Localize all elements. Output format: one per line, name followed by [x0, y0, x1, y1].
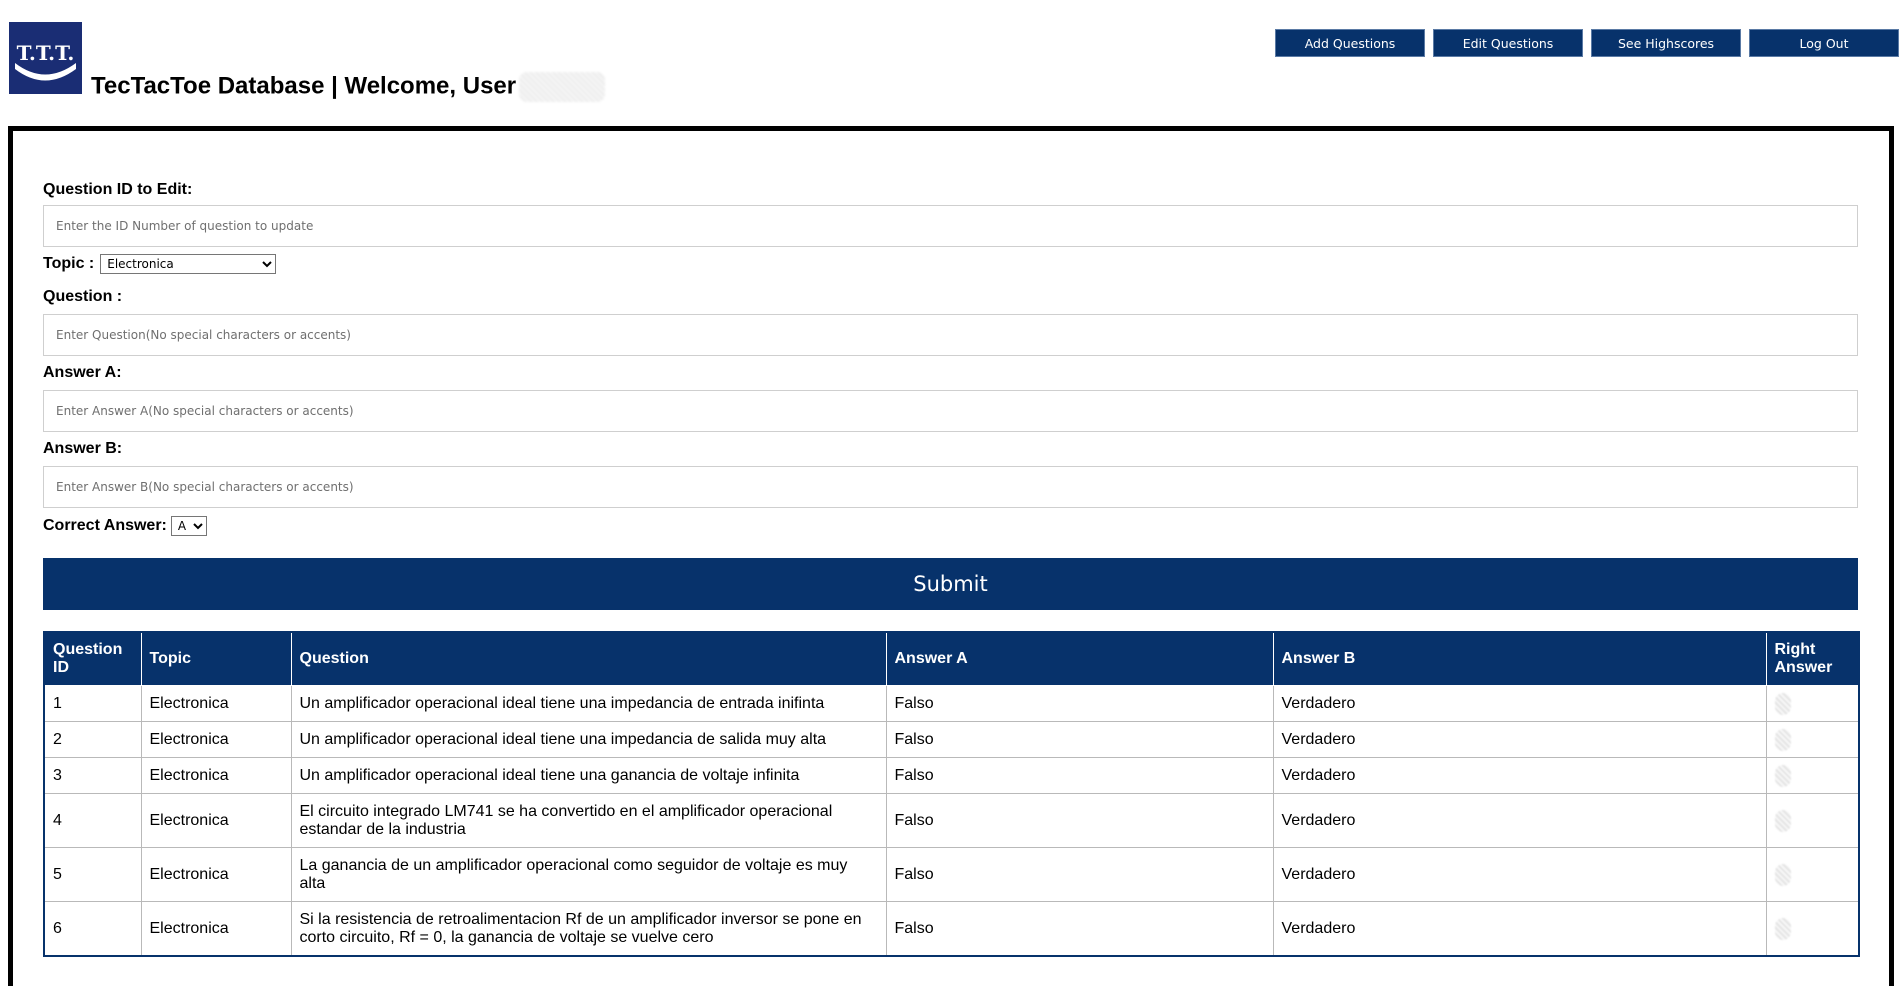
table-row: [44, 794, 1859, 848]
cell-answer-a: Falso: [886, 794, 1273, 848]
question-id-label: Question ID to Edit:: [43, 181, 193, 198]
correct-answer-label: Correct Answer:: [43, 517, 167, 534]
table-row: [44, 686, 1859, 722]
cell-right-answer: [1766, 722, 1859, 758]
table-row: [44, 848, 1859, 902]
cell-question: Un amplificador operacional ideal tiene una impedancia de entrada inifinta: [291, 686, 886, 722]
answer-b-input[interactable]: [43, 466, 1858, 508]
add-questions-button[interactable]: Add Questions: [1275, 29, 1425, 57]
top-nav: [1275, 29, 1899, 57]
edit-questions-button[interactable]: Edit Questions: [1433, 29, 1583, 57]
question-label: Question :: [43, 288, 123, 305]
answer-a-label: Answer A:: [43, 364, 122, 381]
cell-right-answer: [1766, 794, 1859, 848]
redacted-right-answer: [1775, 729, 1791, 751]
submit-button[interactable]: Submit: [43, 558, 1858, 610]
redacted-right-answer: [1775, 864, 1791, 886]
table-row: [44, 902, 1859, 957]
cell-id: 5: [44, 848, 141, 902]
question-id-input[interactable]: [43, 205, 1858, 247]
cell-answer-b: Verdadero: [1273, 758, 1766, 794]
logo: [9, 22, 82, 94]
cell-id: 6: [44, 902, 141, 957]
cell-right-answer: [1766, 902, 1859, 957]
cell-answer-a: Falso: [886, 758, 1273, 794]
answer-a-input[interactable]: [43, 390, 1858, 432]
cell-topic: Electronica: [141, 686, 291, 722]
cell-right-answer: [1766, 686, 1859, 722]
redacted-right-answer: [1775, 918, 1791, 940]
topic-label: Topic :: [43, 255, 95, 272]
cell-topic: Electronica: [141, 848, 291, 902]
table-row: [44, 722, 1859, 758]
cell-id: 2: [44, 722, 141, 758]
cell-question: La ganancia de un amplificador operacional como seguidor de voltaje es muy alta: [291, 848, 886, 902]
logo-graphic: [9, 22, 82, 94]
cell-topic: Electronica: [141, 794, 291, 848]
redacted-right-answer: [1775, 810, 1791, 832]
cell-answer-b: Verdadero: [1273, 794, 1766, 848]
redacted-right-answer: [1775, 765, 1791, 787]
cell-question: Si la resistencia de retroalimentacion Rf de un amplificador inversor se pone en corto circuito, Rf = 0, la ganancia de voltaje se vuelve cero: [291, 902, 886, 957]
cell-id: 4: [44, 794, 141, 848]
page-title-text: TecTacToe Database | Welcome, User: [91, 72, 517, 100]
topic-row: [43, 254, 1858, 274]
correct-answer-row: [43, 516, 1858, 536]
cell-topic: Electronica: [141, 902, 291, 957]
cell-answer-a: Falso: [886, 686, 1273, 722]
edit-form: [43, 181, 1858, 610]
see-highscores-button[interactable]: See Highscores: [1591, 29, 1741, 57]
topic-select[interactable]: [100, 254, 276, 274]
cell-id: 1: [44, 686, 141, 722]
questions-table: [43, 631, 1860, 957]
cell-id: 3: [44, 758, 141, 794]
redacted-right-answer: [1775, 693, 1791, 715]
cell-question: Un amplificador operacional ideal tiene una impedancia de salida muy alta: [291, 722, 886, 758]
cell-answer-b: Verdadero: [1273, 848, 1766, 902]
cell-answer-b: Verdadero: [1273, 902, 1766, 957]
table-row: [44, 758, 1859, 794]
header-question-id: Question ID: [44, 632, 141, 686]
header-answer-b: Answer B: [1273, 632, 1766, 686]
cell-question: El circuito integrado LM741 se ha convertido en el amplificador operacional estandar de la industria: [291, 794, 886, 848]
page-title: [91, 72, 605, 102]
answer-b-label: Answer B:: [43, 440, 123, 457]
cell-answer-b: Verdadero: [1273, 722, 1766, 758]
correct-answer-select[interactable]: [171, 516, 207, 536]
header-topic: Topic: [141, 632, 291, 686]
cell-answer-a: Falso: [886, 722, 1273, 758]
cell-right-answer: [1766, 848, 1859, 902]
cell-topic: Electronica: [141, 758, 291, 794]
log-out-button[interactable]: Log Out: [1749, 29, 1899, 57]
cell-answer-a: Falso: [886, 902, 1273, 957]
question-input[interactable]: [43, 314, 1858, 356]
header-right-answer: Right Answer: [1766, 632, 1859, 686]
logo-text: T.T.T.: [16, 41, 75, 65]
header-question: Question: [291, 632, 886, 686]
table-header-row: [44, 632, 1859, 686]
cell-topic: Electronica: [141, 722, 291, 758]
header-answer-a: Answer A: [886, 632, 1273, 686]
cell-answer-b: Verdadero: [1273, 686, 1766, 722]
edit-panel: [8, 126, 1894, 986]
cell-question: Un amplificador operacional ideal tiene una ganancia de voltaje infinita: [291, 758, 886, 794]
cell-right-answer: [1766, 758, 1859, 794]
cell-answer-a: Falso: [886, 848, 1273, 902]
redacted-username: [519, 72, 605, 102]
